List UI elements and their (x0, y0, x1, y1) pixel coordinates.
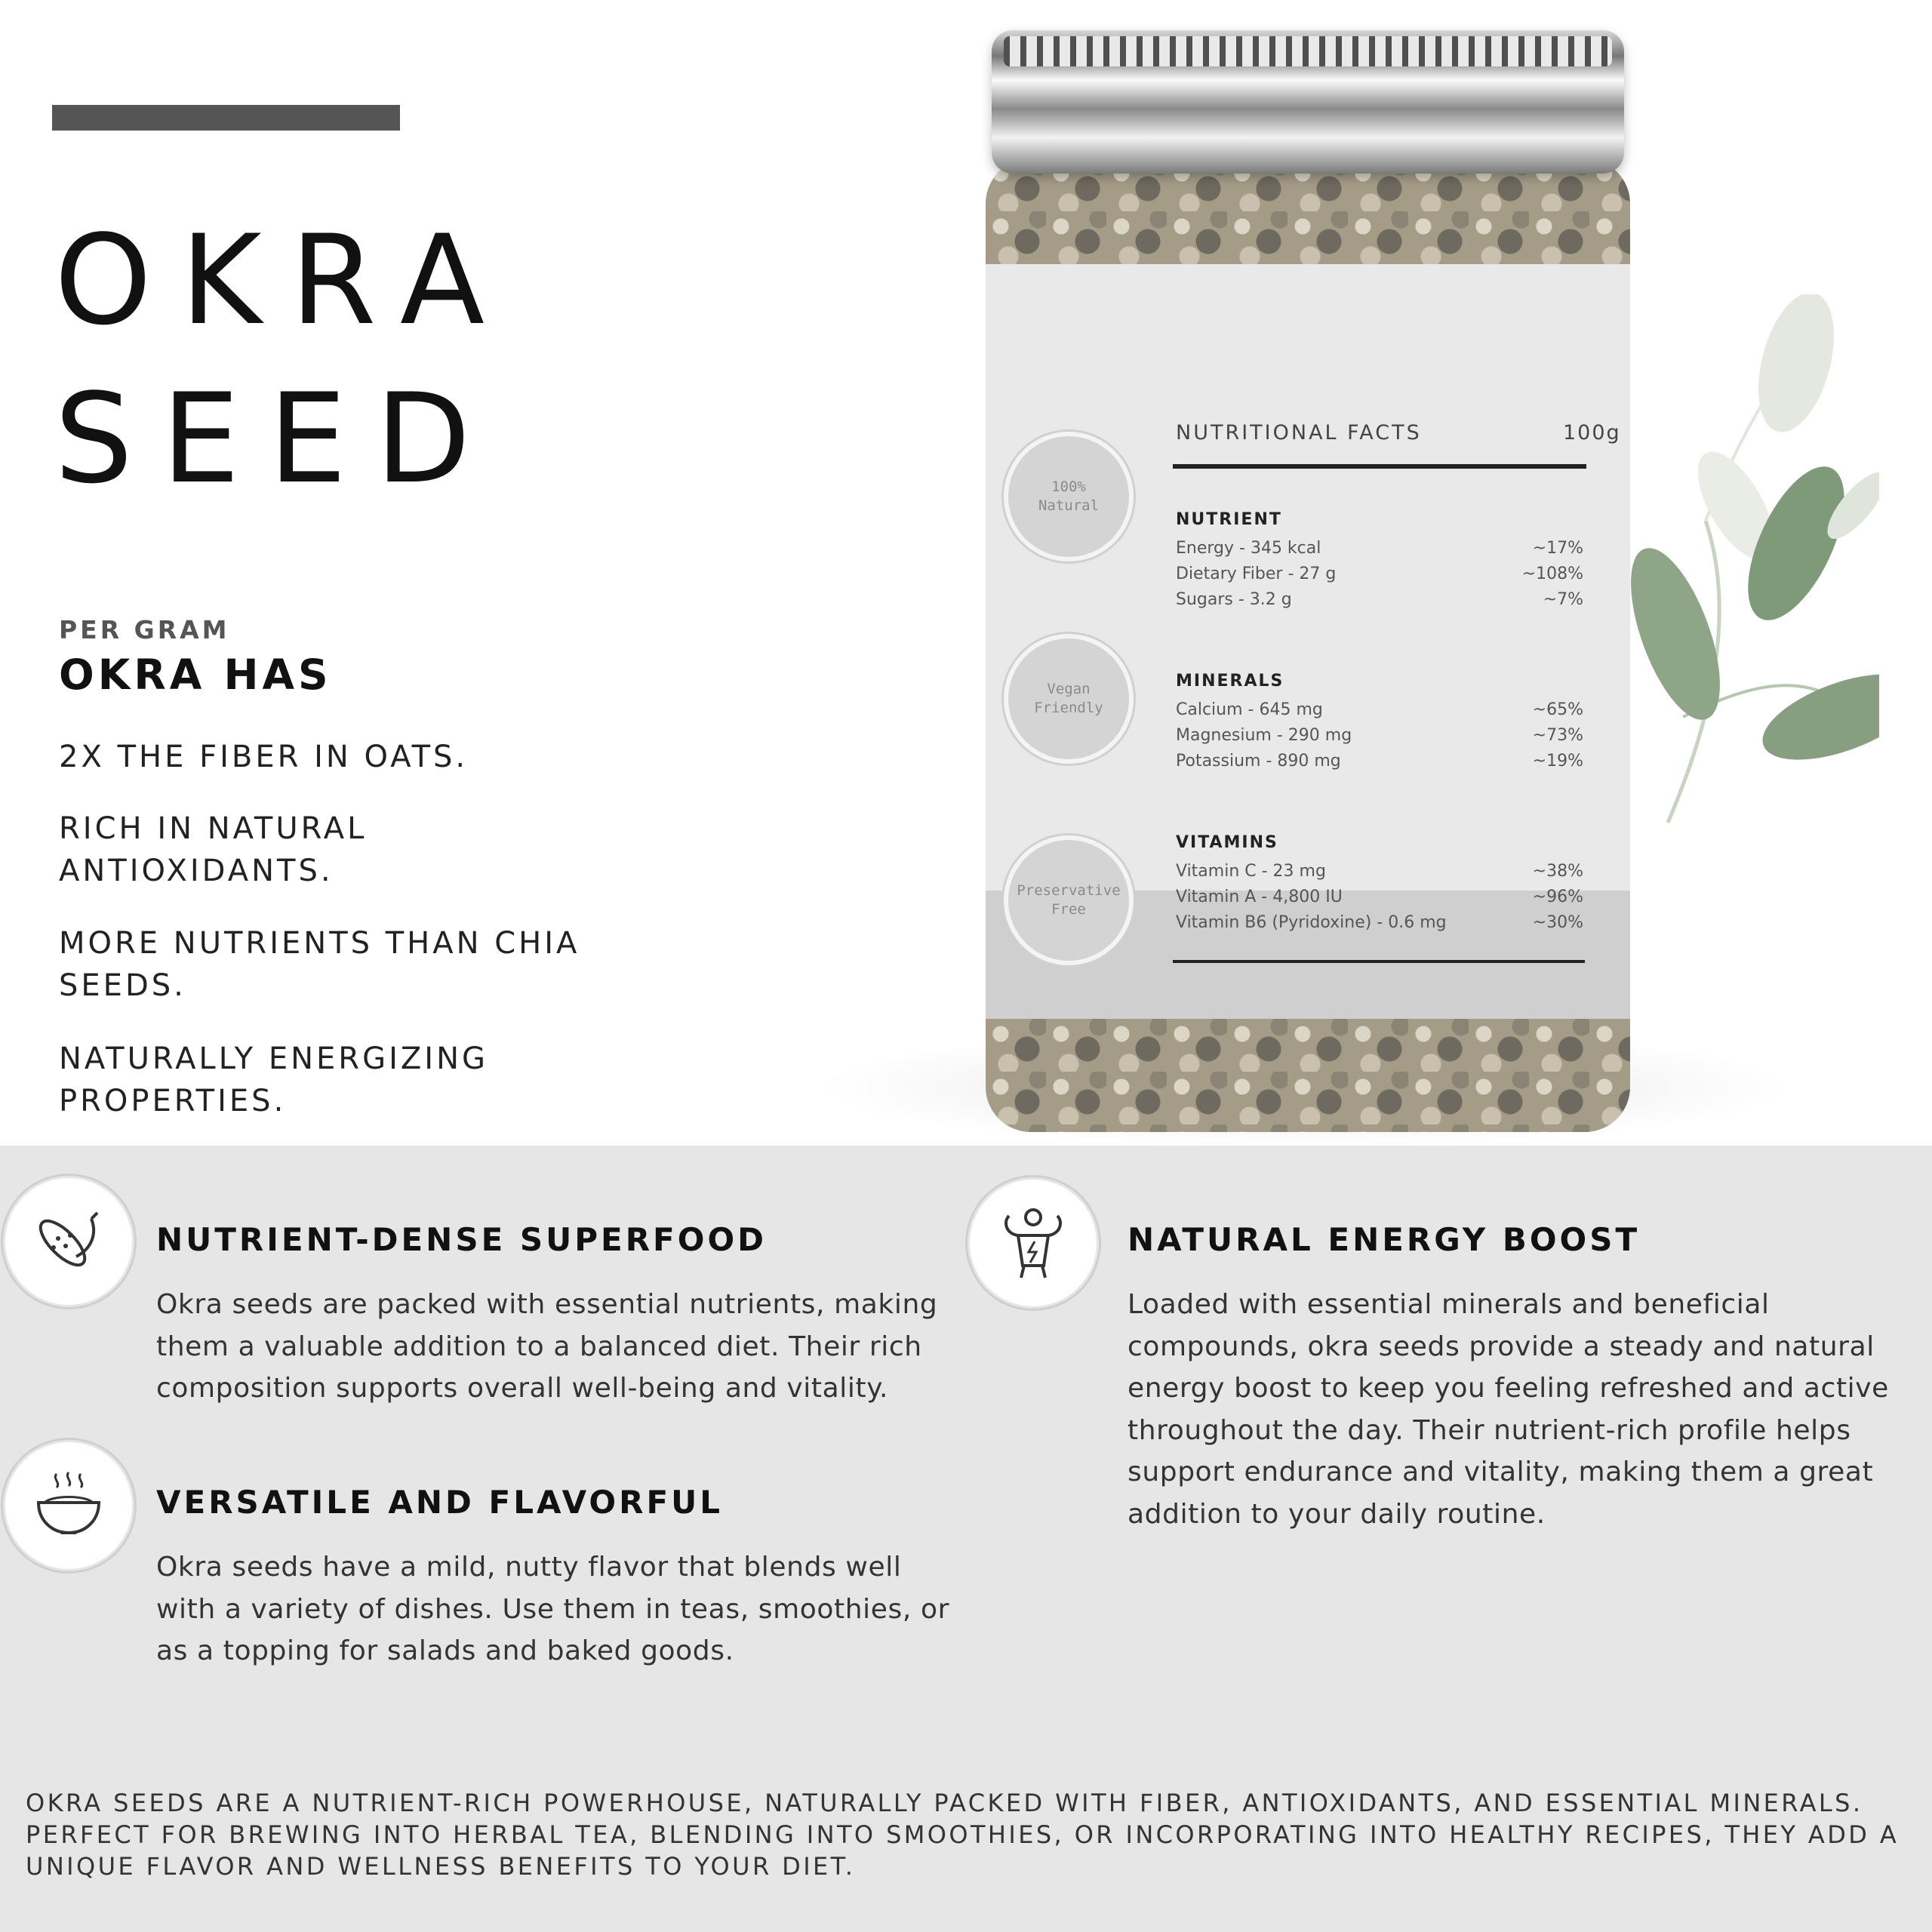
vitamin-name: Vitamin B6 (Pyridoxine) - 0.6 mg (1176, 913, 1447, 932)
claim-nutrients: MORE NUTRIENTS THAN CHIA SEEDS. (59, 926, 580, 1003)
nutrition-label (986, 264, 1630, 932)
vitamin-dv: ~96% (1532, 888, 1583, 906)
title-line-1: OKRA (54, 208, 514, 352)
footer-description: OKRA SEEDS ARE A NUTRIENT-RICH POWERHOUSE, NATURALLY PACKED WITH FIBER, ANTIOXIDANTS, AND ESSENTIAL MINERALS. PERFECT FOR BREWING INTO HERBAL TEA, BLENDING INTO SMOOTHIES, OR INCORPORATING INTO HEALTHY RECIPES, THEY ADD A UNIQUE FLAVOR AND WELLNESS BENEFITS TO YOUR DIET. (26, 1789, 1900, 1881)
feature-text-energy: Loaded with essential minerals and beneficial compounds, okra seeds provide a steady and natural energy boost to keep you feeling refreshed and active throughout the day. Their nutrient-rich profile helps support endurance and vitality, making them a great addition to your daily routine. (1128, 1289, 1889, 1530)
mineral-name: Potassium - 890 mg (1176, 752, 1341, 771)
okra-seed-jar (986, 158, 1630, 1132)
nutrient-dv: ~17% (1532, 539, 1583, 558)
mineral-dv: ~19% (1532, 752, 1583, 771)
nutrient-name: Sugars - 3.2 g (1176, 590, 1292, 609)
vitamins-heading: VITAMINS (1176, 833, 1278, 852)
okra-has-heading: OKRA HAS (59, 651, 332, 699)
nutrient-dv: ~108% (1521, 565, 1583, 583)
nutrient-name: Dietary Fiber - 27 g (1176, 565, 1337, 583)
nutrient-row (1176, 561, 1583, 587)
feature-text-versatile: Okra seeds have a mild, nutty flavor that blends well with a variety of dishes. Use them in teas, smoothies, or as a topping for salads and baked goods. (156, 1552, 950, 1666)
seeds-bottom (986, 1019, 1630, 1132)
mineral-row (1176, 697, 1583, 723)
jar-lid-ridges (1004, 36, 1612, 66)
per-gram-label: PER GRAM (59, 615, 230, 645)
nutrient-dv: ~7% (1543, 590, 1583, 609)
nutrition-divider (1173, 464, 1586, 469)
claim-fiber: 2X THE FIBER IN OATS. (59, 740, 469, 774)
vitamin-name: Vitamin C - 23 mg (1176, 862, 1326, 881)
okra-icon (3, 1176, 134, 1307)
vegan-badge: Vegan Friendly (1004, 634, 1134, 764)
claim-antioxidants: RICH IN NATURAL ANTIOXIDANTS. (59, 811, 368, 888)
nutrition-title: NUTRITIONAL FACTS (1176, 421, 1422, 445)
feature-title-energy: NATURAL ENERGY BOOST (1128, 1221, 1641, 1258)
vitamin-row (1176, 910, 1583, 936)
nutrient-row (1176, 536, 1583, 561)
vitamin-row (1176, 884, 1583, 910)
accent-bar (52, 105, 400, 131)
nutrient-row (1176, 587, 1583, 613)
jar-label-band (986, 264, 1630, 1019)
nutrient-heading: NUTRIENT (1176, 510, 1282, 529)
vitamin-dv: ~30% (1532, 913, 1583, 932)
nutrient-name: Energy - 345 kcal (1176, 539, 1321, 558)
mineral-name: Calcium - 645 mg (1176, 700, 1323, 719)
mineral-row (1176, 723, 1583, 749)
vitamin-dv: ~38% (1532, 862, 1583, 881)
mineral-name: Magnesium - 290 mg (1176, 726, 1352, 745)
title-line-2: SEED (54, 367, 500, 511)
claim-energizing: NATURALLY ENERGIZING PROPERTIES. (59, 1041, 489, 1118)
vitamin-name: Vitamin A - 4,800 IU (1176, 888, 1343, 906)
mineral-row (1176, 749, 1583, 774)
vitamin-row (1176, 859, 1583, 884)
minerals-heading: MINERALS (1176, 672, 1284, 691)
leaf-sprig-icon (1623, 294, 1879, 838)
bowl-icon (3, 1440, 134, 1571)
serving-amount: 100g (1563, 421, 1621, 445)
feature-title-versatile: VERSATILE AND FLAVORFUL (156, 1484, 723, 1521)
mineral-dv: ~65% (1532, 700, 1583, 719)
seeds-top (986, 158, 1630, 272)
feature-title-superfood: NUTRIENT-DENSE SUPERFOOD (156, 1221, 768, 1258)
natural-badge: 100% Natural (1004, 432, 1134, 561)
preservative-free-badge: Preservative Free (1004, 835, 1134, 965)
mineral-dv: ~73% (1532, 726, 1583, 745)
feature-text-superfood: Okra seeds are packed with essential nutrients, making them a valuable addition to a balanced diet. Their rich composition supports overall well-being and vitality. (156, 1289, 938, 1404)
energy-person-icon (968, 1177, 1099, 1309)
nutrition-bottom-divider (1173, 960, 1585, 963)
